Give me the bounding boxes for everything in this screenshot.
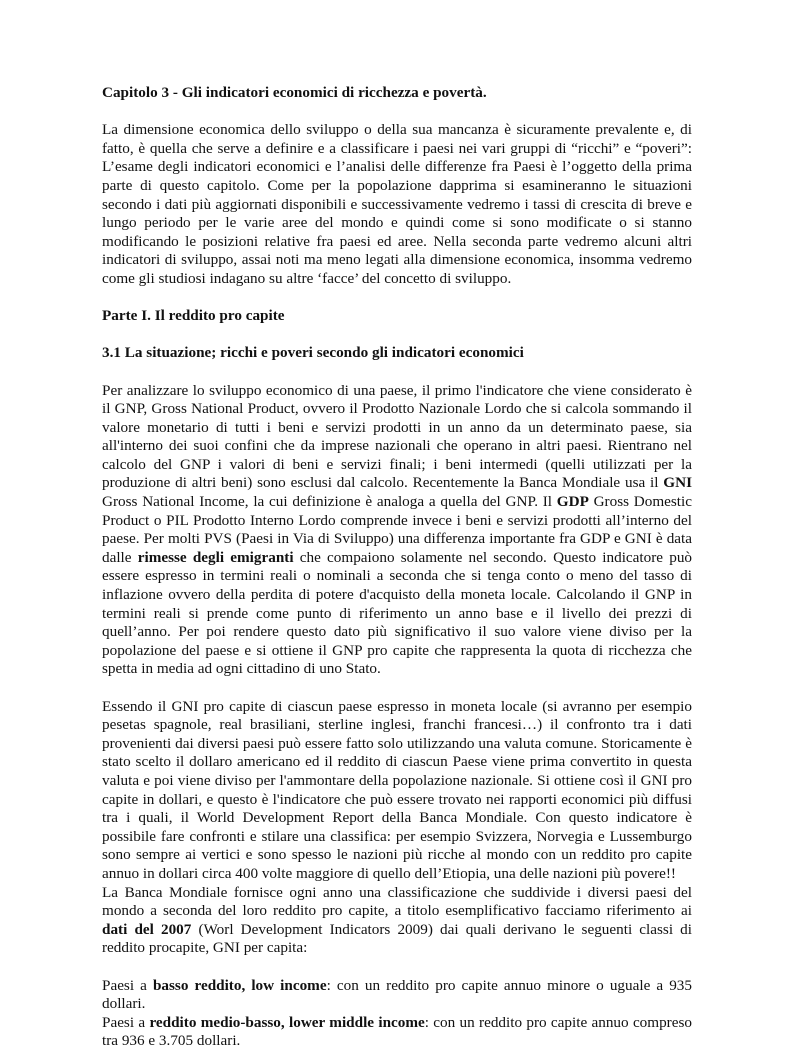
paragraph-text: La Banca Mondiale fornisce ogni anno una classificazione che suddivide i diversi paesi del mondo a seconda del loro reddito pro capite, a titolo esemplificativo facciamo riferimento ai: [102, 883, 692, 920]
part-title: Parte I. Il reddito pro capite: [102, 307, 285, 325]
paragraph-text: Gross National Income, la cui definizione è analoga a quella del GNP. Il: [102, 493, 557, 511]
class-text: Paesi a: [102, 976, 153, 994]
intro-paragraph: La dimensione economica dello sviluppo o della sua mancanza è sicuramente prevalente e, di fatto, è quella che serve a definire e a classificare i paesi nei vari gruppi di “ricchi” e “poveri”: L’esame degli indicatori economici e l’analisi delle differenze fra Paesi è l’oggetto della prima parte di questo capitolo. Come per la popolazione dapprima si esamineranno le situazioni secondo i dati più aggiornati disponibili e successivamente vedremo i tassi di crescita di breve e lungo periodo per le varie aree del mondo e quindi come si sono modificate o si stanno modificando le posizioni relative fra paesi ed aree. Nella seconda parte vedremo alcuni altri indicatori di sviluppo, assai noti ma meno legati alla dimensione economica, insomma vedremo come gli studiosi indagano su altre ‘facce’ del concetto di sviluppo.: [102, 121, 692, 287]
class-text: : con un reddito pro capite annuo compreso tra 936 e 3.705 dollari.: [102, 1013, 692, 1050]
bold-term-lower-middle-income: reddito medio-basso, lower middle income: [149, 1013, 425, 1031]
class-lower-middle-income: [102, 1014, 692, 1051]
paragraph-text: (Worl Development Indicators 2009) dai quali derivano le seguenti classi di reddito procapite, GNI per capita:: [102, 920, 692, 957]
class-text: : con un reddito pro capite annuo minore o uguale a 935 dollari.: [102, 976, 692, 1013]
section-title: 3.1 La situazione; ricchi e poveri secondo gli indicatori economici: [102, 344, 524, 362]
bold-term-gdp: GDP: [556, 493, 589, 511]
bold-term-data-2007: dati del 2007: [102, 920, 192, 938]
bold-term-remittances: rimesse degli emigranti: [137, 548, 294, 566]
paragraph-world-bank-classification: [102, 884, 692, 958]
class-text: Paesi a: [102, 1013, 150, 1031]
paragraph-text: che compaiono solamente nel secondo. Questo indicatore può essere espresso in termini reali o nominali a seconda che si tenga conto o meno del tasso di inflazione ovvero della perdita di potere d'acquisto della moneta locale. Calcolando il GNP in termini reali si prende come punto di riferimento un anno base e il livello dei prezzi di quell’anno. Per poi rendere questo dato più significativo il suo valore viene diviso per la popolazione del paese e si ottiene il GNP pro capite che rappresenta la quota di ricchezza che spetta in media ad ogni cittadino di uno Stato.: [102, 548, 693, 678]
paragraph-gni-dollars: Essendo il GNI pro capite di ciascun paese espresso in moneta locale (si avranno per esempio pesetas spagnole, real brasiliani, sterline inglesi, franchi francesi…) il confronto tra i dati provenienti dai diversi paesi può essere fatto solo utilizzando una valuta comune. Storicamente è stato scelto il dollaro americano ed il reddito di ciascun Paese viene prima convertito in questa valuta e poi viene diviso per l'ammontare della popolazione nazionale. Si ottiene così il GNI pro capite in dollari, e questo è l'indicatore che può essere trovato nei rapporti economici più diffusi tra i quali, il World Development Report della Banca Mondiale. Con questo indicatore è possibile fare confronti e stilare una classifica: per esempio Svizzera, Norvegia e Lussemburgo sono sempre ai vertici e sono spesso le nazioni più ricche al mondo con un reddito pro capite annuo in dollari circa 400 volte maggiore di quello dell’Etiopia, una delle nazioni più povere!!: [102, 697, 692, 882]
paragraph-text: Gross Domestic Product o PIL Prodotto Interno Lordo comprende invece i beni e servizi prodotti all’interno del paese. Per molti PVS (Paesi in Via di Sviluppo) una differenza importante fra GDP e GNI è data dalle: [102, 493, 692, 566]
paragraph-gnp: [102, 382, 692, 680]
document-page: [102, 84, 692, 1051]
bold-term-low-income: basso reddito, low income: [152, 976, 327, 994]
chapter-title: Capitolo 3 - Gli indicatori economici di ricchezza e povertà.: [102, 84, 487, 101]
paragraph-text: Per analizzare lo sviluppo economico di una paese, il primo l'indicatore che viene considerato è il GNP, Gross National Product, ovvero il Prodotto Nazionale Lordo che si calcola sommando il valore monetario di tutti i beni e servizi prodotti in un anno da un determinato paese, sia all'interno dei suoi confini che da imprese nazionali che operano in altri paesi. Rientrano nel calcolo del GNP i valori di beni e servizi finali; i beni intermedi (quelli utilizzati per la produzione di altri beni) sono esclusi dal calcolo. Recentemente la Banca Mondiale usa il: [102, 381, 692, 492]
class-low-income: [102, 977, 692, 1014]
bold-term-gni: GNI: [663, 474, 692, 492]
